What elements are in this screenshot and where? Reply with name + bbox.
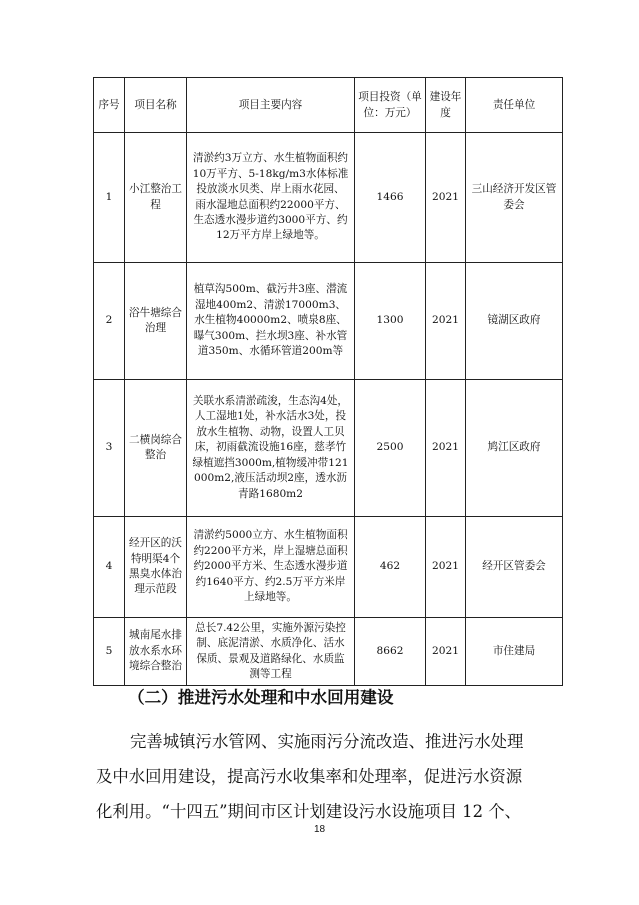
header-no: 序号 (94, 78, 125, 133)
cell-content: 清淤约3万立方、水生植物面积约10万平方、5-18kg/m3水体标准投放淡水贝类、岸上雨水花园、雨水湿地总面积约22000平方、生态透水漫步道约3000平方、约12万平方岸上绿地等。 (187, 133, 355, 263)
table-row (94, 618, 563, 686)
cell-investment: 1466 (355, 133, 426, 263)
cell-name: 经开区的沃特明渠4个黑臭水体治理示范段 (125, 517, 187, 618)
cell-content: 总长7.42公里，实施外源污染控制、底泥清淤、水质净化、活水保质、景观及道路绿化、水质监测等工程 (187, 618, 355, 686)
cell-content: 植草沟500m、截污井3座、潜流湿地400m2、清淤17000m3、水生植物40000m2、喷泉8座、曝气300m、拦水坝3座、补水管道350m、水循环管道200m等 (187, 263, 355, 380)
cell-year: 2021 (426, 618, 466, 686)
header-year: 建设年度 (426, 78, 466, 133)
paragraph-line: 及中水回用建设，提高污水收集率和处理率，促进污水资源 (96, 767, 523, 786)
cell-investment: 8662 (355, 618, 426, 686)
cell-name: 二横岗综合整治 (125, 380, 187, 517)
cell-year: 2021 (426, 263, 466, 380)
cell-year: 2021 (426, 133, 466, 263)
cell-unit: 市住建局 (466, 618, 563, 686)
cell-no: 1 (94, 133, 125, 263)
header-unit: 责任单位 (466, 78, 563, 133)
table-header-row (94, 78, 563, 133)
header-investment: 项目投资（单位：万元） (355, 78, 426, 133)
cell-no: 5 (94, 618, 125, 686)
page-number: 18 (313, 824, 326, 835)
cell-unit: 镜湖区政府 (466, 263, 563, 380)
project-table (93, 77, 563, 686)
cell-no: 2 (94, 263, 125, 380)
cell-content: 清淤约5000立方、水生植物面积约2200平方米，岸上湿塘总面积约2000平方米、生态透水漫步道约1640平方、约2.5万平方米岸上绿地等。 (187, 517, 355, 618)
cell-unit: 经开区管委会 (466, 517, 563, 618)
cell-year: 2021 (426, 380, 466, 517)
cell-no: 4 (94, 517, 125, 618)
cell-unit: 三山经济开发区管委会 (466, 133, 563, 263)
cell-year: 2021 (426, 517, 466, 618)
cell-name: 城南尾水排放水系水环境综合整治 (125, 618, 187, 686)
cell-name: 浴牛塘综合治理 (125, 263, 187, 380)
header-content: 项目主要内容 (187, 78, 355, 133)
table-row (94, 380, 563, 517)
cell-name: 小江整治工程 (125, 133, 187, 263)
cell-investment: 462 (355, 517, 426, 618)
table-row (94, 263, 563, 380)
cell-no: 3 (94, 380, 125, 517)
table-row (94, 517, 563, 618)
paragraph-line: 化利用。“十四五”期间市区计划建设污水设施项目 12 个、 (96, 802, 522, 821)
paragraph-line: 完善城镇污水管网、实施雨污分流改造、推进污水处理 (130, 732, 524, 751)
section-heading: （二）推进污水处理和中水回用建设 (128, 688, 394, 707)
cell-content: 关联水系清淤疏浚，生态沟4处，人工湿地1处，补水活水3处，投放水生植物、动物，设置人工贝床，初雨截流设施16座，慈孝竹绿植遮挡3000m,植物缓冲带121000m2,液压活动坝2座，透水沥青路1680m2 (187, 380, 355, 517)
table-row (94, 133, 563, 263)
cell-investment: 1300 (355, 263, 426, 380)
cell-investment: 2500 (355, 380, 426, 517)
header-name: 项目名称 (125, 78, 187, 133)
cell-unit: 鸠江区政府 (466, 380, 563, 517)
